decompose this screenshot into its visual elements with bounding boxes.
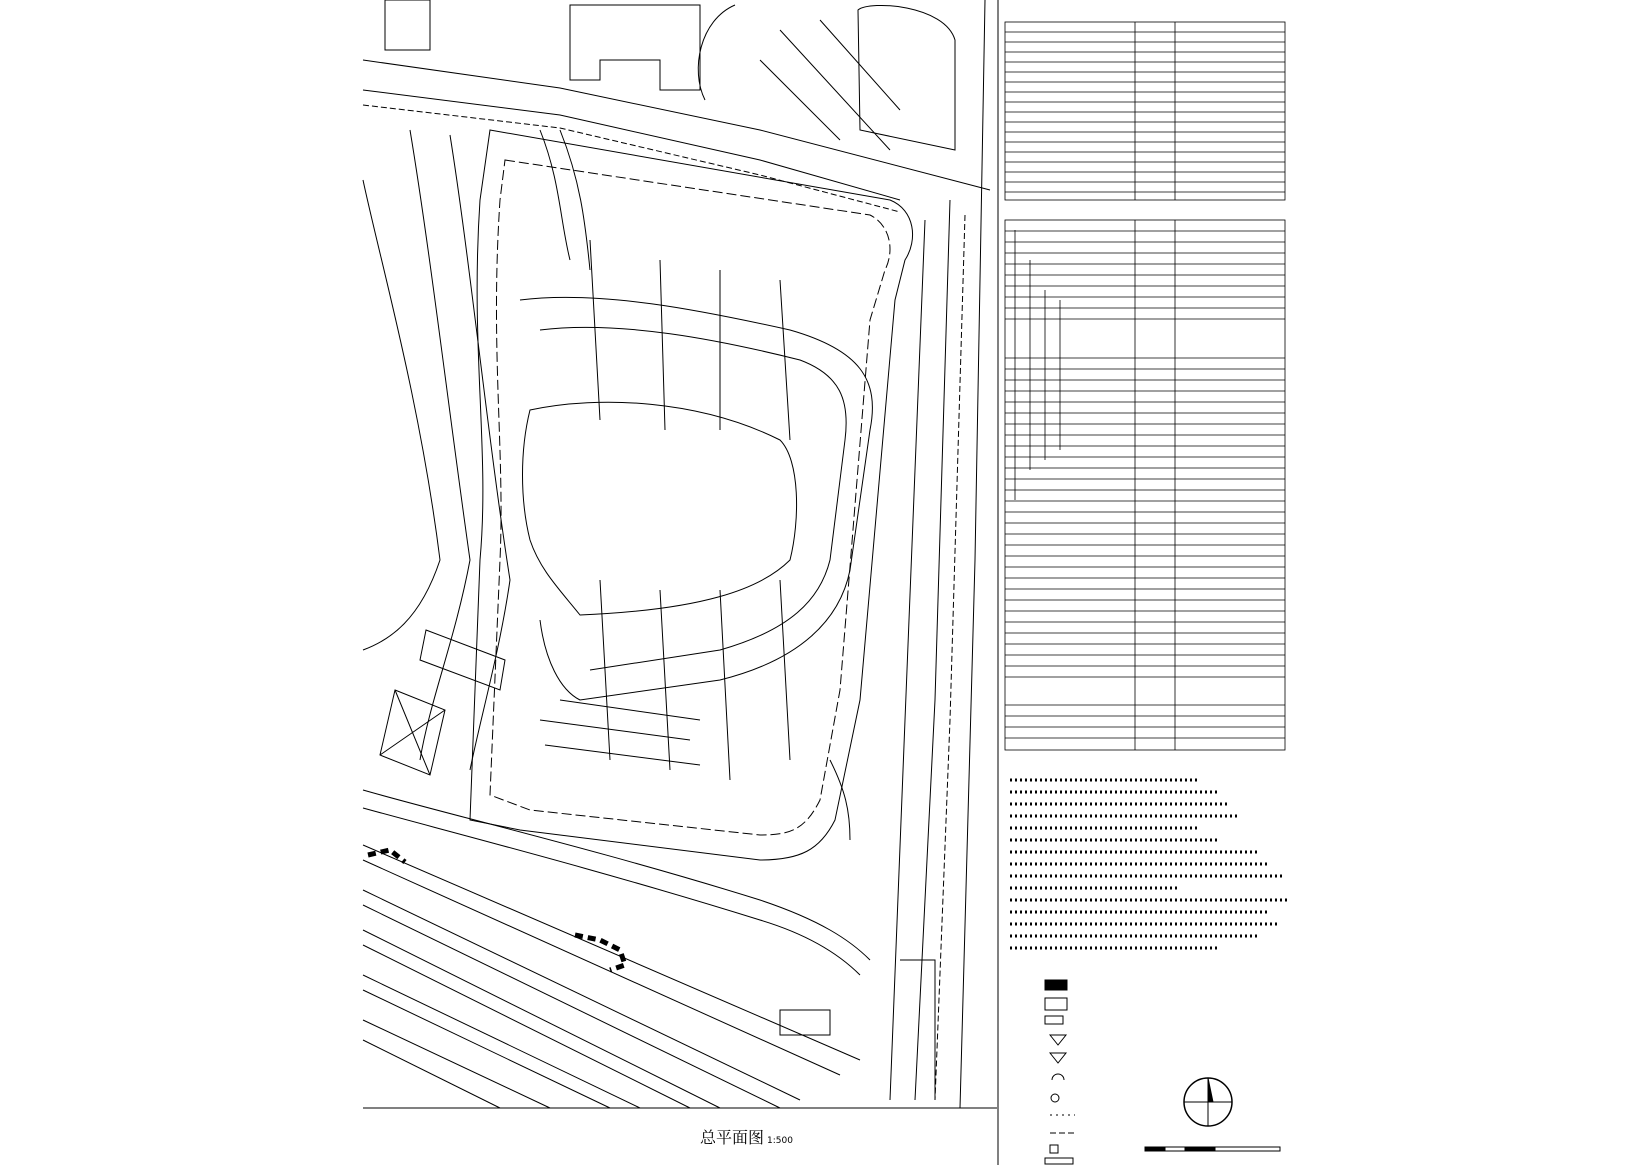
scale-bar — [1145, 1147, 1280, 1151]
east-road — [890, 0, 985, 1108]
top-road — [363, 60, 990, 212]
ramps — [540, 130, 850, 840]
site-boundary — [470, 130, 913, 860]
plan-title-text: 总平面图 — [700, 1128, 765, 1147]
building-ring-outer — [520, 297, 872, 700]
table-2 — [1005, 220, 1285, 750]
building-ring-inner — [540, 327, 846, 670]
south-road — [363, 790, 870, 960]
table-1 — [1005, 22, 1285, 200]
plan-scale: 1:500 — [767, 1136, 793, 1146]
legend-symbol-open — [1045, 998, 1067, 1010]
southwest-buildings — [380, 630, 505, 775]
legend — [1045, 980, 1075, 1164]
notes-lines — [1010, 780, 1290, 948]
central-plaza — [523, 402, 797, 615]
railway — [363, 845, 860, 1108]
plan-title — [700, 1125, 793, 1148]
legend-symbol-solid — [1045, 980, 1067, 990]
north-arrow — [1184, 1078, 1232, 1126]
west-river — [363, 130, 510, 770]
site-setback — [490, 160, 890, 835]
small-structure — [780, 1010, 830, 1035]
